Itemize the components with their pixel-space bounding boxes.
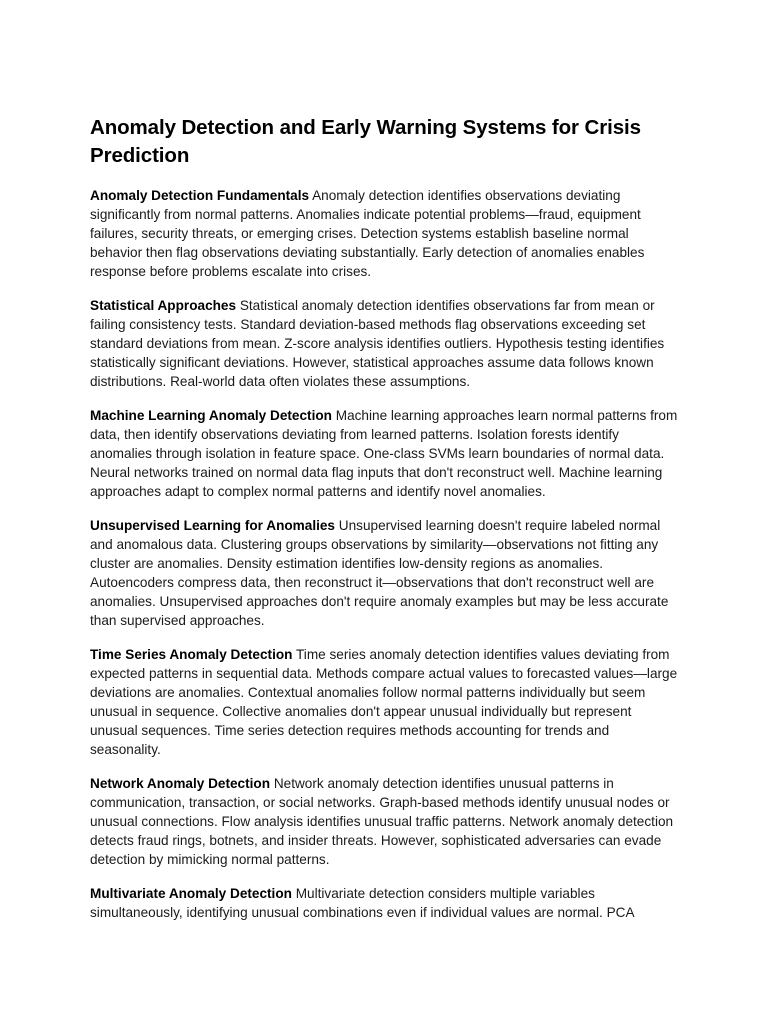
section-body: Multivariate detection considers multiple variables simultaneously, identifying unusual combinations even if individual values are normal. PCA — [90, 886, 635, 920]
section-body: Unsupervised learning doesn't require labeled normal and anomalous data. Clustering groups observations by similarity—observations not fitting any cluster are anomalies. Density estimation identifies low-density regions as anomalies. Autoencoders compress data, then reconstruct it—observations that don't reconstruct well are anomalies. Unsupervised approaches don't require anomaly examples but may be less accurate than supervised approaches. — [90, 518, 669, 628]
section-heading: Network Anomaly Detection — [90, 776, 271, 791]
section-anomaly-detection-fundamentals — [90, 186, 680, 281]
section-network-anomaly-detection — [90, 774, 680, 869]
section-multivariate-anomaly-detection — [90, 884, 680, 922]
section-heading: Anomaly Detection Fundamentals — [90, 188, 310, 203]
section-heading: Unsupervised Learning for Anomalies — [90, 518, 335, 533]
section-heading: Time Series Anomaly Detection — [90, 647, 293, 662]
section-body: Statistical anomaly detection identifies observations far from mean or failing consistency tests. Standard deviation-based methods flag observations exceeding set standard deviations from mean. Z-score analysis identifies outliers. Hypothesis testing identifies statistically significant deviations. However, statistical approaches assume data follows known distributions. Real-world data often violates these assumptions. — [90, 298, 665, 389]
section-body: Time series anomaly detection identifies values deviating from expected patterns in sequential data. Methods compare actual values to forecasted values—large deviations are anomalies. Contextual anomalies follow normal patterns individually but seem unusual in sequence. Collective anomalies don't appear unusual individually but represent unusual sequences. Time series detection requires methods accounting for trends and seasonality. — [90, 647, 678, 757]
section-time-series-anomaly-detection — [90, 645, 680, 759]
document-title: Anomaly Detection and Early Warning Systems for Crisis Prediction — [90, 116, 641, 167]
section-heading: Machine Learning Anomaly Detection — [90, 408, 332, 423]
section-machine-learning-anomaly-detection — [90, 406, 680, 501]
section-body: Anomaly detection identifies observations deviating significantly from normal patterns. Anomalies indicate potential problems—fraud, equipment failures, security threats, or emerging crises. Detection systems establish baseline normal behavior then flag observations deviating substantially. Early detection of anomalies enables response before problems escalate into crises. — [90, 188, 645, 279]
section-heading: Statistical Approaches — [90, 298, 237, 313]
section-unsupervised-learning — [90, 516, 680, 630]
section-statistical-approaches — [90, 296, 680, 391]
section-body: Network anomaly detection identifies unusual patterns in communication, transaction, or social networks. Graph-based methods identify unusual nodes or unusual connections. Flow analysis identifies unusual traffic patterns. Network anomaly detection detects fraud rings, botnets, and insider threats. However, sophisticated adversaries can evade detection by mimicking normal patterns. — [90, 776, 674, 867]
section-body: Machine learning approaches learn normal patterns from data, then identify observations deviating from learned patterns. Isolation forests identify anomalies through isolation in feature space. One-class SVMs learn boundaries of normal data. Neural networks trained on normal data flag inputs that don't reconstruct well. Machine learning approaches adapt to complex normal patterns and identify novel anomalies. — [90, 408, 678, 499]
section-heading: Multivariate Anomaly Detection — [90, 886, 292, 901]
